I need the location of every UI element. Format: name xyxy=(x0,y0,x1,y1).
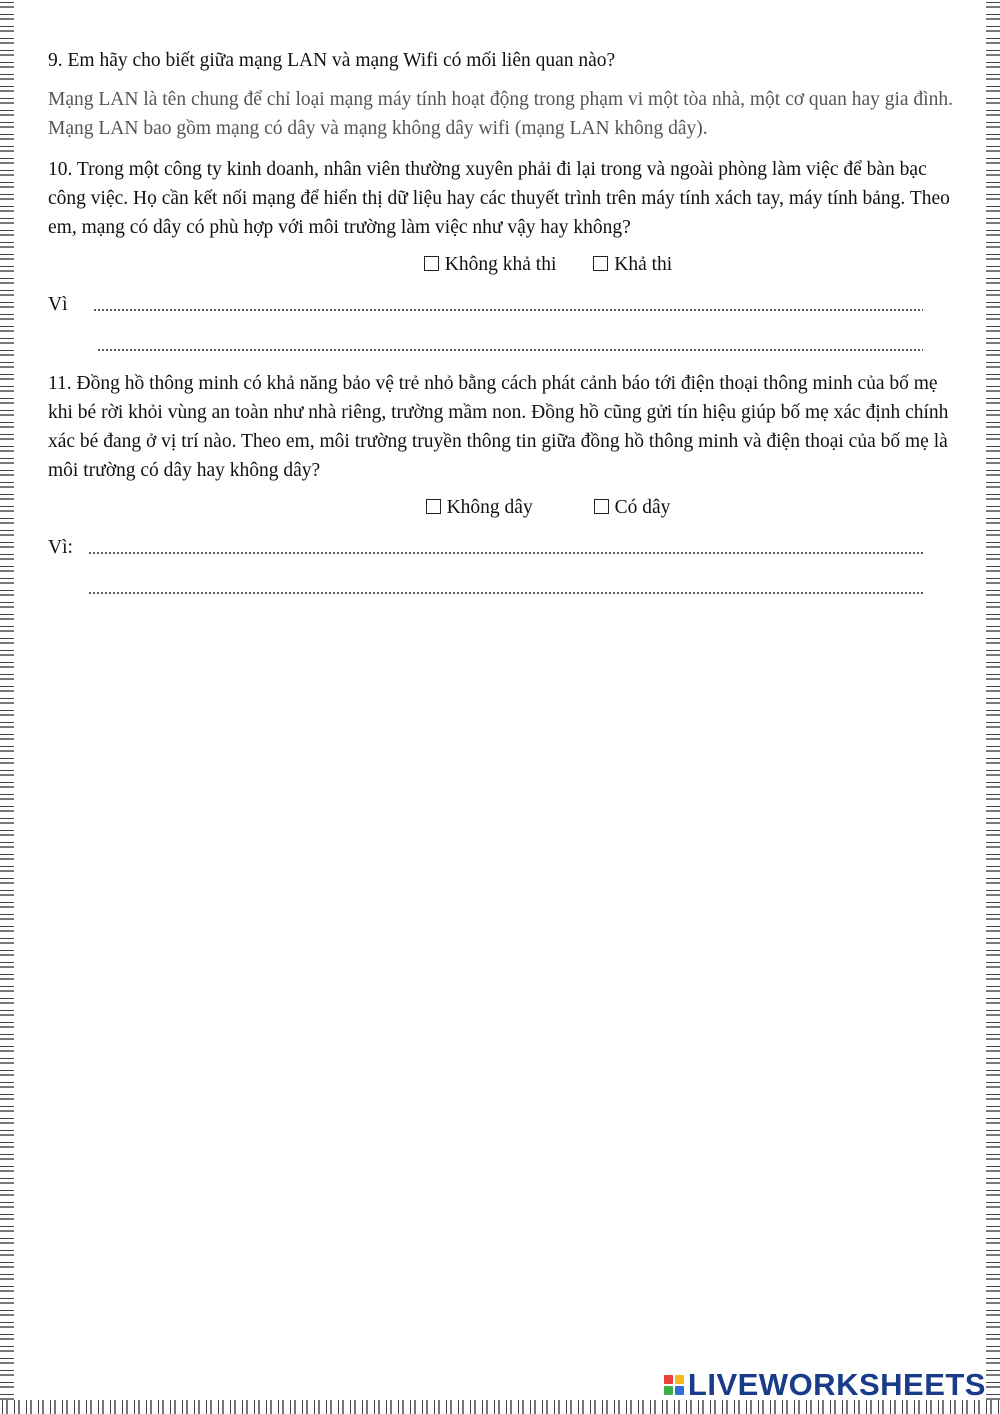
checkbox-icon[interactable] xyxy=(593,256,608,271)
option-label: Không dây xyxy=(446,497,533,518)
reason-line-4 xyxy=(48,562,958,602)
reason-line-1 xyxy=(48,279,958,319)
answer-input-line[interactable] xyxy=(88,552,924,554)
reason-label: Vì xyxy=(48,294,68,315)
option-label: Không khả thi xyxy=(444,254,557,275)
liveworksheets-logo xyxy=(664,1366,986,1404)
answer-input-line[interactable] xyxy=(88,592,924,594)
question-11: 11. Đồng hồ thông minh có khả năng bảo vệ trẻ nhỏ bằng cách phát cảnh báo tới điện thoại thông minh của bố mẹ khi bé rời khỏi vùng an toàn như nhà riêng, trường mầm non. Đồng hồ cũng gửi tín hiệu giúp bố mẹ xác định chính xác bé đang ở vị trí nào. Theo em, môi trường truyền thông tin giữa đồng hồ thông minh và điện thoại của bố mẹ là môi trường có dây hay không dây? xyxy=(48,373,949,481)
worksheet-content xyxy=(48,46,958,602)
logo-text: LIVEWORKSHEETS xyxy=(687,1367,986,1402)
page-border-left xyxy=(0,0,14,1414)
reason-line-2 xyxy=(48,319,958,359)
checkbox-icon[interactable] xyxy=(424,256,439,271)
question-10-options xyxy=(48,250,958,279)
checkbox-icon[interactable] xyxy=(426,499,441,514)
answer-9: Mạng LAN là tên chung để chỉ loại mạng máy tính hoạt động trong phạm vi một tòa nhà, một cơ quan hay gia đình. Mạng LAN bao gồm mạng có dây và mạng không dây wifi (mạng LAN không dây). xyxy=(48,89,953,139)
reason-label: Vì: xyxy=(48,537,73,558)
answer-input-line[interactable] xyxy=(97,349,923,351)
question-10: 10. Trong một công ty kinh doanh, nhân viên thường xuyên phải đi lại trong và ngoài phòng làm việc để bàn bạc công việc. Họ cần kết nối mạng để hiển thị dữ liệu hay các thuyết trình trên máy tính xách tay, máy tính bảng. Theo em, mạng có dây có phù hợp với môi trường làm việc như vậy hay không? xyxy=(48,159,950,238)
checkbox-icon[interactable] xyxy=(594,499,609,514)
option-khong-day[interactable] xyxy=(426,493,533,522)
option-kha-thi[interactable] xyxy=(593,250,672,279)
option-co-day[interactable] xyxy=(594,493,671,522)
option-label: Có dây xyxy=(614,497,671,518)
reason-line-3 xyxy=(48,522,958,562)
question-9: 9. Em hãy cho biết giữa mạng LAN và mạng Wifi có mối liên quan nào? xyxy=(48,50,616,71)
answer-input-line[interactable] xyxy=(93,309,923,311)
page-border-right xyxy=(986,0,1000,1414)
liveworksheets-logo-icon xyxy=(664,1375,684,1395)
option-label: Khả thi xyxy=(614,254,673,275)
option-khong-kha-thi[interactable] xyxy=(424,250,557,279)
question-11-options xyxy=(48,493,958,522)
